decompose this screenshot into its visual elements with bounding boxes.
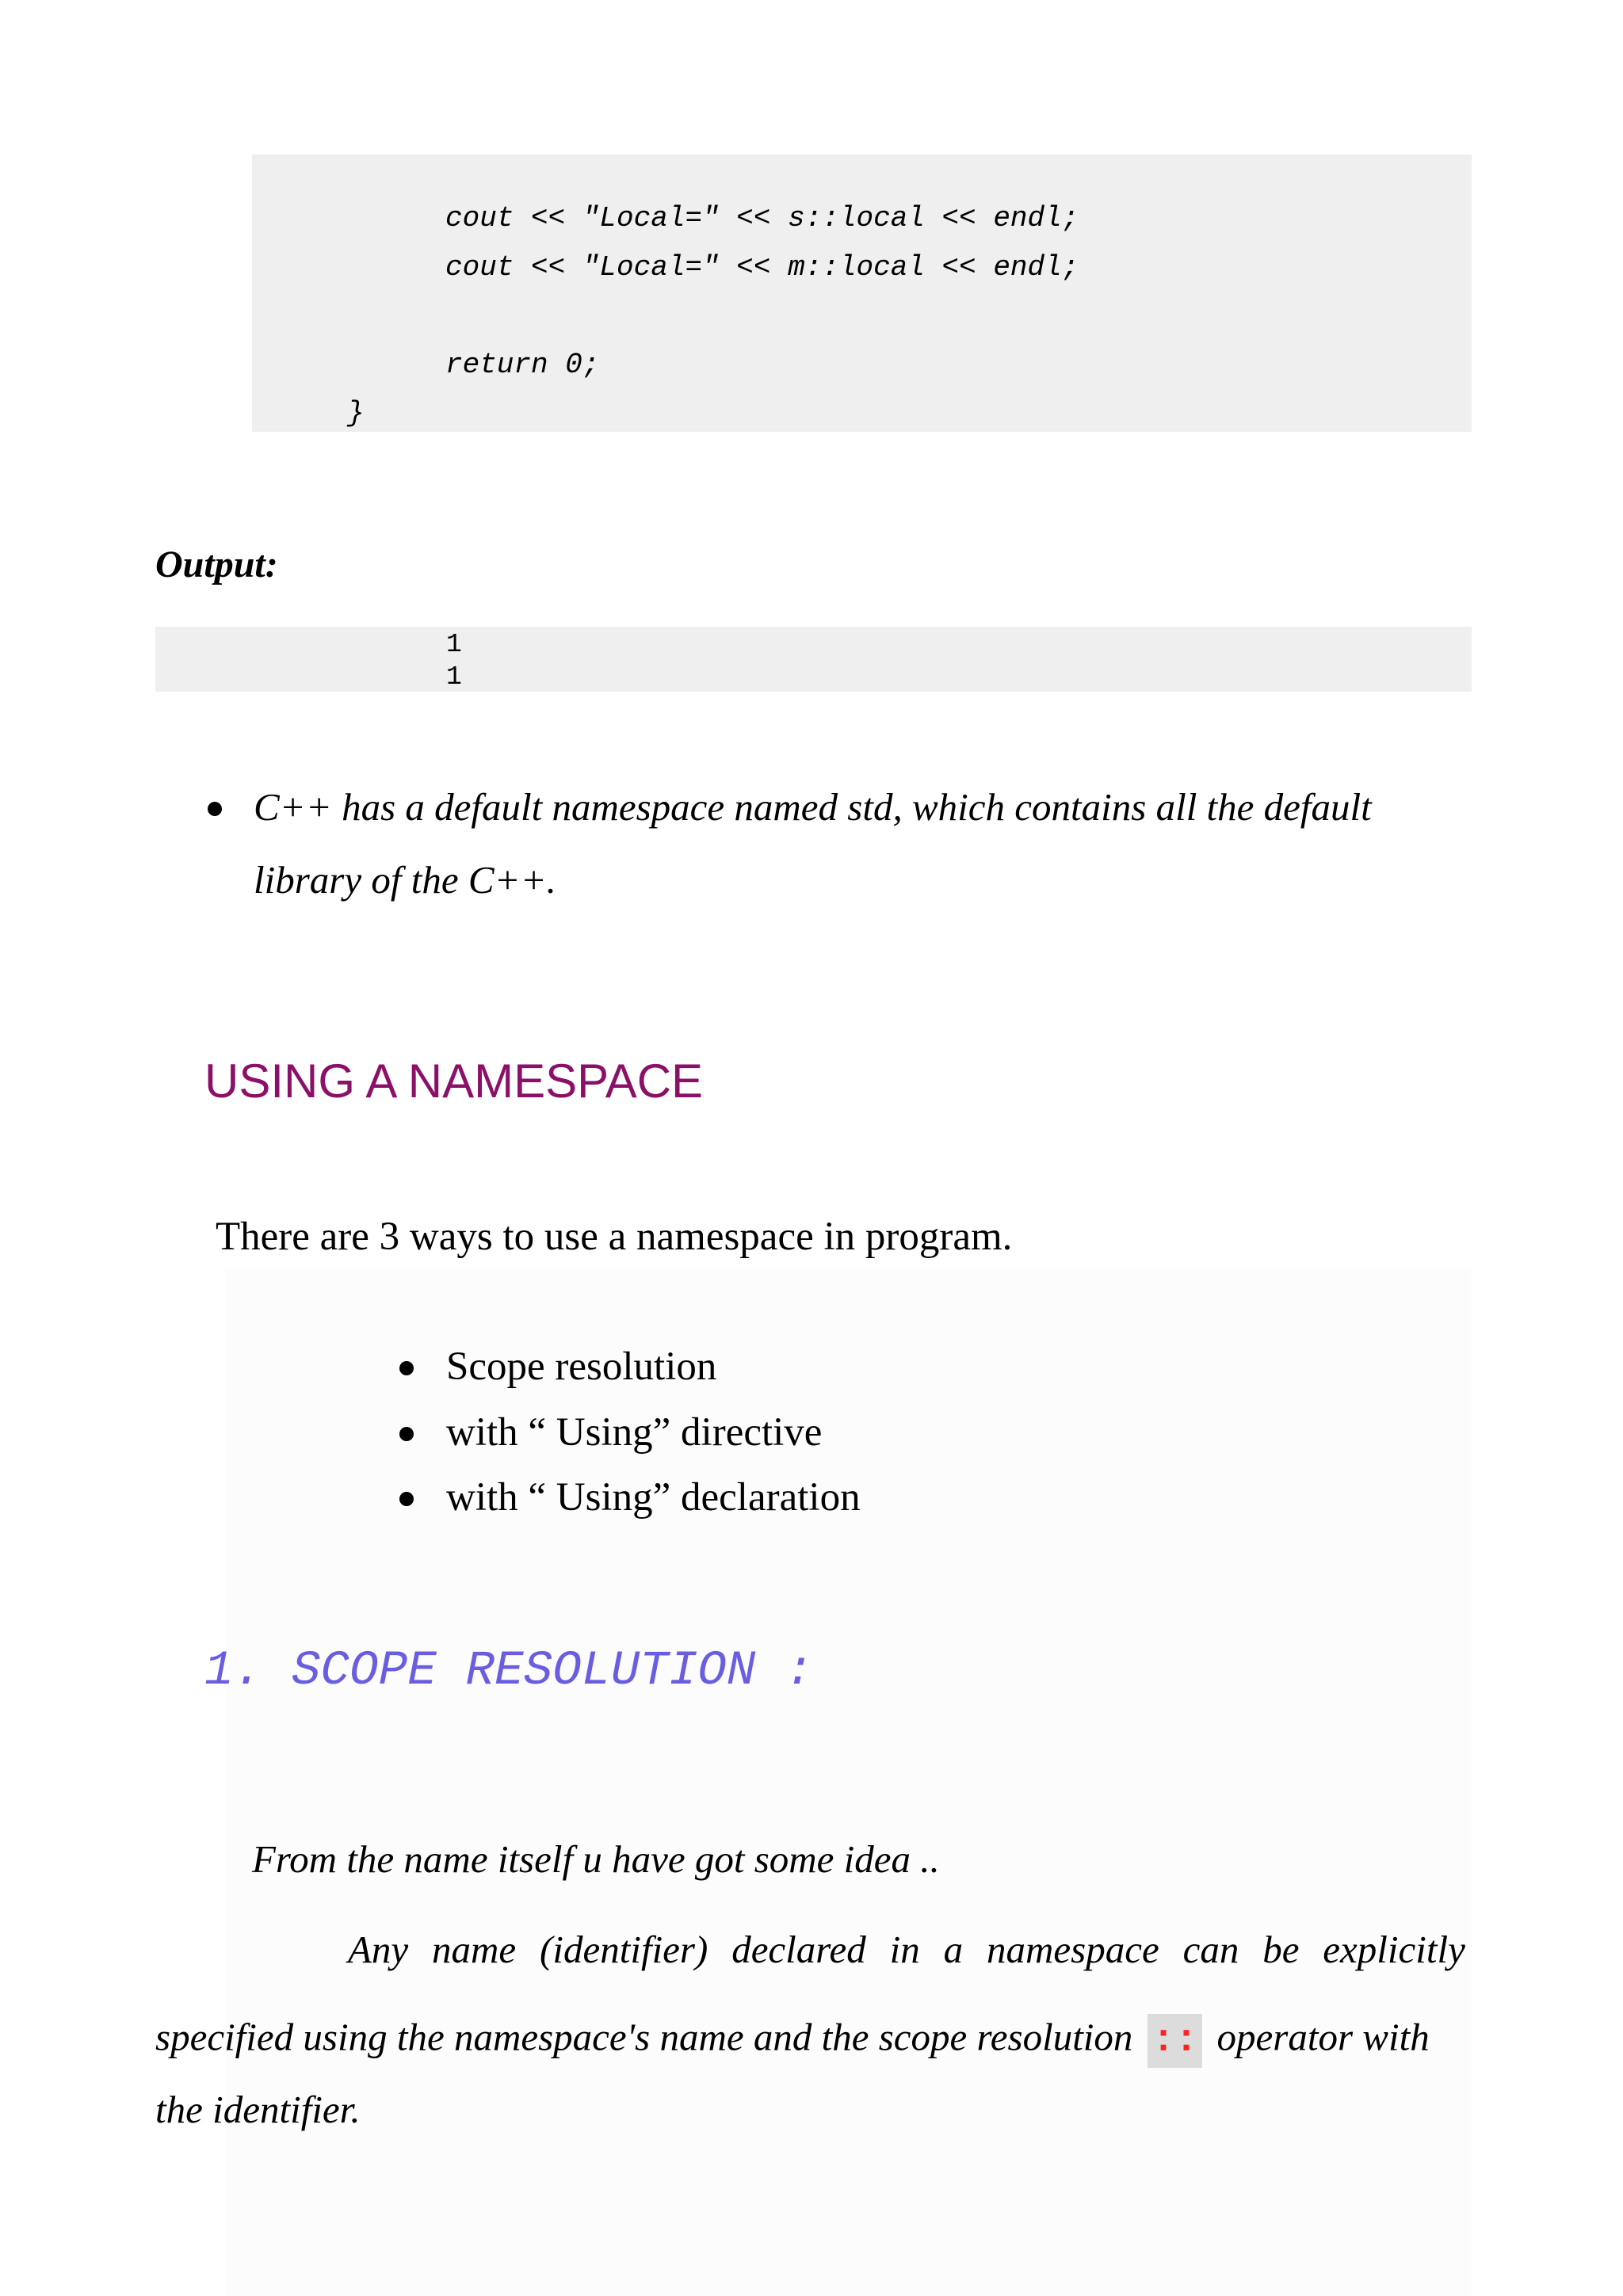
word: explicitly (1323, 1928, 1465, 1971)
list-item: with “ Using” declaration (446, 1475, 861, 1520)
code-line: } (347, 397, 365, 429)
content-panel (225, 1268, 1472, 2296)
output-label: Output: (155, 543, 278, 585)
list-item: Scope resolution (446, 1344, 717, 1389)
note-text: library of the C++. (254, 858, 556, 902)
paragraph-line: From the name itself u have got some idea .. (252, 1837, 940, 1881)
list-item: with “ Using” directive (446, 1410, 823, 1455)
word: be (1262, 1928, 1300, 1971)
code-line: cout << "Local=" << s::local << endl; (445, 202, 1079, 235)
paragraph-line-justified (348, 1927, 1465, 1972)
output-block (155, 627, 1472, 692)
note-text: C++ has a default namespace named std, which contains all the default (254, 785, 1372, 829)
word: a (943, 1928, 964, 1971)
word: in (889, 1928, 920, 1971)
bullet-icon (399, 1361, 414, 1375)
word: namespace (987, 1928, 1159, 1971)
bullet-icon (208, 802, 222, 816)
paragraph-line: the identifier. (155, 2088, 361, 2131)
bullet-icon (399, 1427, 414, 1441)
section-heading: USING A NAMESPACE (204, 1055, 704, 1108)
subsection-heading: 1. SCOPE RESOLUTION : (204, 1644, 814, 1699)
word: (identifier) (540, 1928, 708, 1971)
code-line: cout << "Local=" << m::local << endl; (445, 251, 1079, 284)
intro-text: There are 3 ways to use a namespace in program. (216, 1215, 1013, 1259)
bullet-icon (399, 1492, 414, 1506)
output-line: 1 (446, 630, 462, 659)
text: operator with (1216, 2015, 1430, 2059)
word: name (432, 1928, 517, 1971)
word: can (1182, 1928, 1239, 1971)
paragraph-line (155, 2014, 1430, 2068)
text: specified using the namespace's name and the scope resolution (155, 2015, 1133, 2059)
output-line: 1 (446, 662, 462, 692)
word: Any (348, 1928, 409, 1971)
code-block (252, 154, 1472, 432)
scope-operator: :: (1148, 2014, 1203, 2068)
code-line: return 0; (445, 349, 600, 381)
word: declared (731, 1928, 866, 1971)
